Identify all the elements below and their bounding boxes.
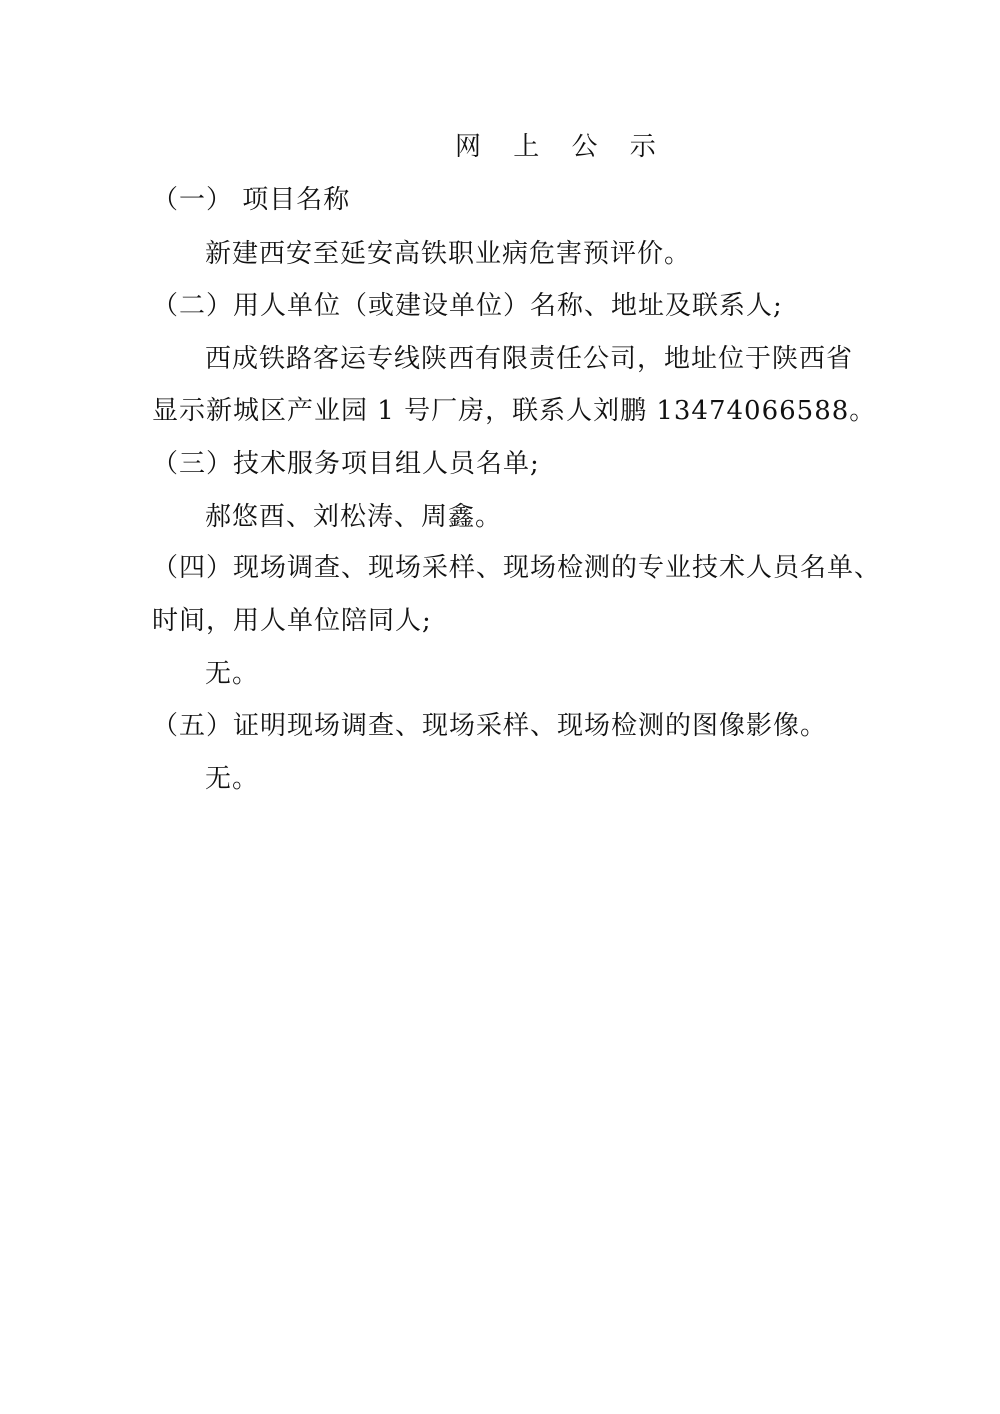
section-2-body-line-2: 显示新城区产业园 1 号厂房，联系人刘鹏 13474066588。: [152, 396, 877, 426]
section-5-heading: （五）证明现场调查、现场采样、现场检测的图像影像。: [152, 711, 828, 741]
section-2-heading: （二）用人单位（或建设单位）名称、地址及联系人;: [152, 291, 783, 321]
page-title: 网 上 公 示: [455, 132, 668, 162]
section-3-body-line-1: 郝悠酉、刘松涛、周鑫。: [205, 502, 503, 532]
section-1-heading: （一） 项目名称: [152, 185, 351, 215]
section-3-heading: （三）技术服务项目组人员名单;: [152, 449, 540, 479]
section-1-body-line-1: 新建西安至延安高铁职业病危害预评价。: [205, 239, 692, 269]
section-4-heading-continued: 时间，用人单位陪同人;: [152, 606, 432, 636]
section-2-body-line-1: 西成铁路客运专线陕西有限责任公司，地址位于陕西省: [205, 344, 854, 374]
section-5-body-line-1: 无。: [205, 764, 260, 794]
section-4-body-line-1: 无。: [205, 659, 260, 689]
section-4-heading: （四）现场调查、现场采样、现场检测的专业技术人员名单、: [152, 553, 882, 583]
